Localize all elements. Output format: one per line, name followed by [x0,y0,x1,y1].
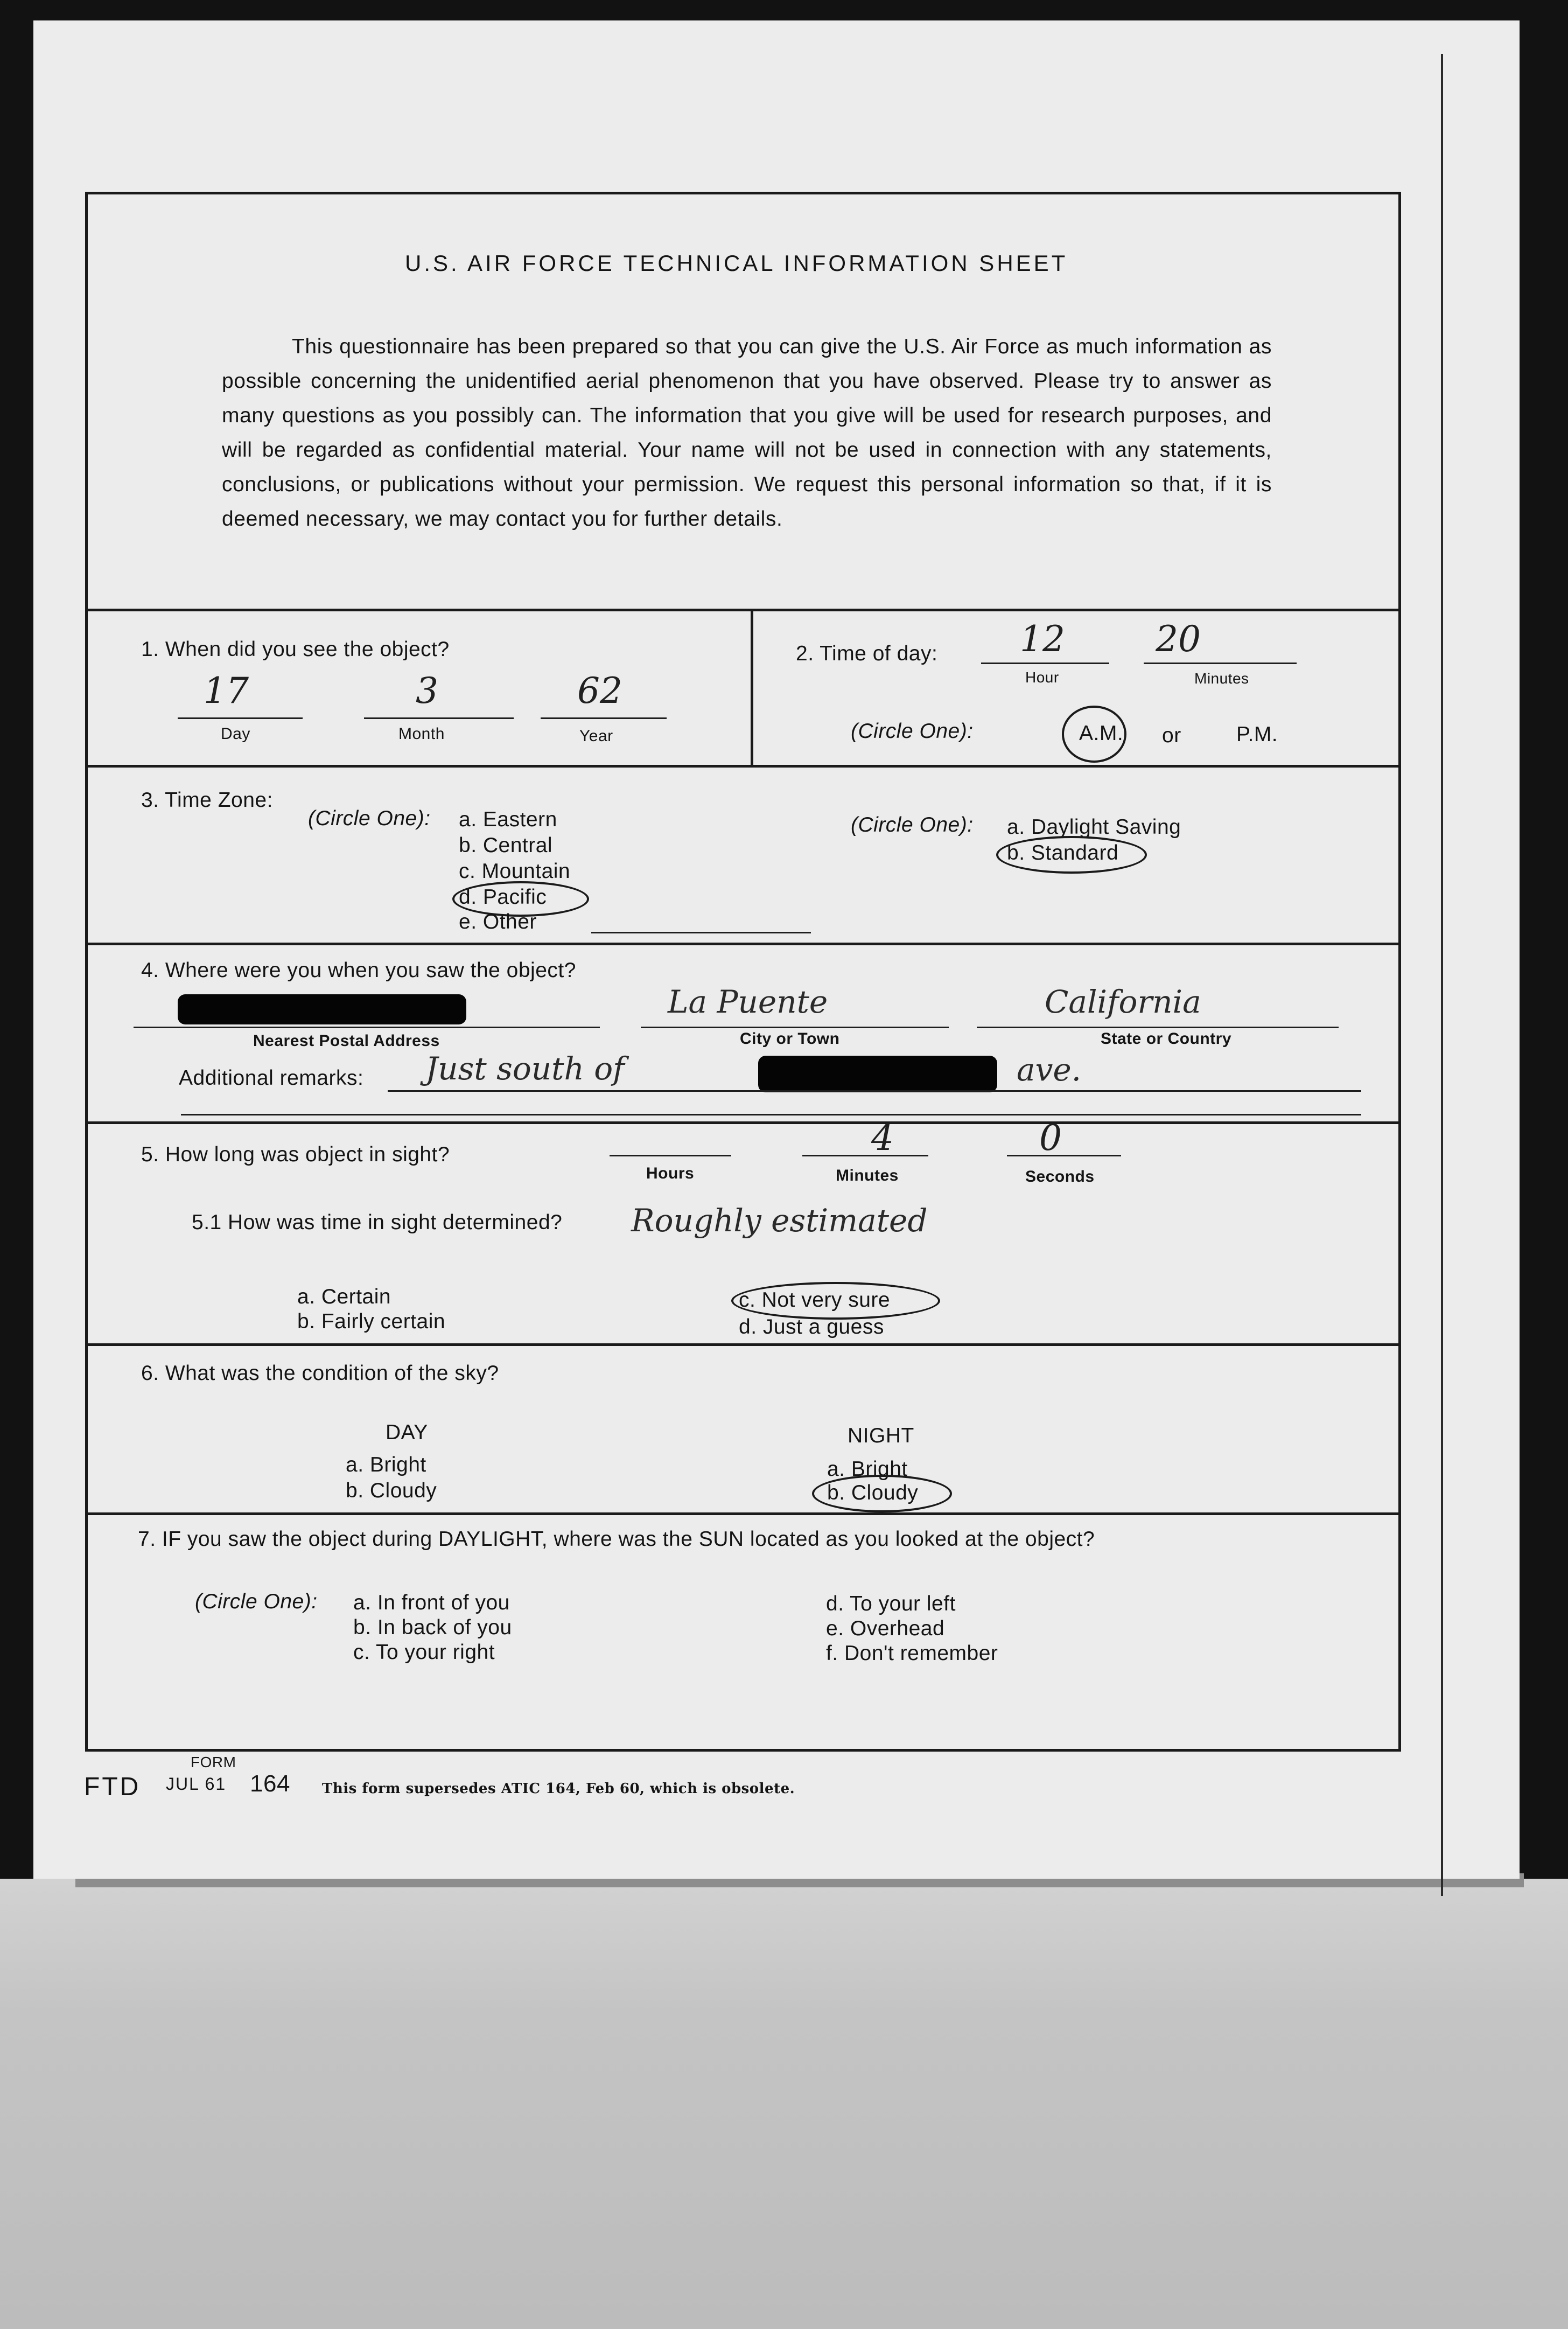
q3-other-line [591,932,811,933]
q5-hours-line [610,1155,731,1156]
q7-option-dont-remember[interactable]: f. Don't remember [826,1642,998,1665]
footer-supersedes: This form supersedes ATIC 164, Feb 60, which is obsolete. [322,1781,795,1797]
q3-circle-one: (Circle One): [308,807,431,830]
divider-4 [85,1121,1401,1124]
q2-minutes-line [1144,663,1297,664]
divider-q1-q2 [751,610,753,766]
q1-year-line [541,717,667,719]
q4-state-label: State or Country [1101,1030,1232,1048]
q2-or: or [1162,724,1181,747]
q4-remarks-line [388,1090,1361,1092]
q3-standard-circle [996,836,1147,874]
q3-circle-one-2: (Circle One): [851,813,974,836]
q1-year-value[interactable]: 62 [577,670,622,712]
q5-minutes-value[interactable]: 4 [871,1117,894,1159]
q5-option-certain[interactable]: a. Certain [297,1285,391,1308]
q51-question: 5.1 How was time in sight determined? [192,1211,563,1234]
q6-day-cloudy[interactable]: b. Cloudy [346,1479,437,1502]
q5-not-very-sure-circle [731,1282,940,1320]
q4-remarks-value[interactable]: Just south of [425,1050,625,1087]
redacted-street [758,1056,997,1092]
footer-ftd: FTD [84,1773,141,1801]
q4-question: 4. Where were you when you saw the object? [141,959,576,982]
q4-remarks-line-2 [181,1114,1361,1115]
q4-city-value[interactable]: La Puente [668,984,828,1020]
q6-day-heading: DAY [386,1421,428,1444]
q2-hour-label: Hour [1025,669,1059,686]
q2-hour-value[interactable]: 12 [1020,618,1065,660]
q7-option-in-back[interactable]: b. In back of you [353,1616,512,1639]
q7-circle-one: (Circle One): [195,1590,318,1613]
q3-daylight-saving[interactable]: a. Daylight Saving [1007,815,1181,839]
q51-answer[interactable]: Roughly estimated [631,1202,928,1239]
q2-pm-option[interactable]: P.M. [1236,723,1278,746]
q4-city-label: City or Town [740,1030,840,1048]
q7-option-left[interactable]: d. To your left [826,1592,956,1615]
q6-night-cloudy[interactable]: b. Cloudy [827,1481,919,1504]
footer-form-word: FORM [191,1754,236,1770]
q1-day-value[interactable]: 17 [204,670,249,712]
q3-standard[interactable]: b. Standard [1007,841,1119,864]
q1-day-line [178,717,303,719]
q3-question: 3. Time Zone: [141,789,273,812]
q4-state-line [977,1027,1339,1028]
q2-question: 2. Time of day: [796,642,938,665]
q2-am-circle [1062,706,1126,763]
divider-3 [85,943,1401,945]
form-title: U.S. AIR FORCE TECHNICAL INFORMATION SHEET [405,250,1068,276]
divider-2 [85,765,1401,768]
q6-question: 6. What was the condition of the sky? [141,1362,499,1385]
q2-circle-one: (Circle One): [851,720,974,743]
q3-zone-eastern[interactable]: a. Eastern [459,808,557,831]
q5-option-just-a-guess[interactable]: d. Just a guess [739,1315,884,1338]
q4-address-label: Nearest Postal Address [253,1032,440,1050]
q6-night-cloudy-circle [812,1475,952,1512]
q4-state-value[interactable]: California [1045,984,1201,1020]
q7-option-in-front[interactable]: a. In front of you [353,1591,510,1614]
q5-minutes-line [802,1155,928,1156]
q3-zone-mountain[interactable]: c. Mountain [459,860,571,883]
q3-zone-central[interactable]: b. Central [459,834,553,857]
redacted-address [178,994,466,1024]
q2-hour-line [981,663,1109,664]
q1-day-label: Day [221,725,250,743]
q1-month-label: Month [398,725,445,743]
q4-address-line [134,1027,600,1028]
q5-option-fairly-certain[interactable]: b. Fairly certain [297,1310,446,1333]
q5-seconds-line [1007,1155,1121,1156]
q6-night-bright[interactable]: a. Bright [827,1458,908,1481]
q4-remarks-value-2[interactable]: ave. [1017,1051,1082,1088]
intro-paragraph: This questionnaire has been prepared so that you can give the U.S. Air Force as much information as possible concerning the unidentified aerial phenomenon that you have observed. Please try to answer as many questions as you possibly can. The information that you give will be used for research purposes, and will be regarded as confidential material. Your name will not be used in connection with any statements, conclusions, or publications without your permission. We request this personal information so that, if it is deemed necessary, we may contact you for further details. [222,335,1272,531]
q5-hours-label: Hours [646,1164,695,1182]
q5-seconds-value[interactable]: 0 [1039,1117,1062,1159]
q4-remarks-label: Additional remarks: [179,1066,364,1090]
q5-question: 5. How long was object in sight? [141,1143,450,1166]
q3-zone-pacific[interactable]: d. Pacific [459,885,547,909]
divider-1 [85,609,1401,611]
table-surface [0,1879,1568,2329]
q1-question: 1. When did you see the object? [141,638,450,661]
q7-option-overhead[interactable]: e. Overhead [826,1617,945,1640]
q5-seconds-label: Seconds [1025,1168,1095,1186]
q4-city-line [641,1027,949,1028]
q6-day-bright[interactable]: a. Bright [346,1453,426,1476]
q2-minutes-label: Minutes [1194,670,1249,687]
q1-year-label: Year [579,727,613,745]
q1-month-value[interactable]: 3 [416,670,438,712]
footer-form-date: JUL 61 [166,1774,227,1794]
divider-5 [85,1343,1401,1346]
sheet-edge-line [1441,54,1443,1896]
q5-minutes-label: Minutes [836,1167,899,1184]
q7-question: 7. IF you saw the object during DAYLIGHT, where was the SUN located as you looked at the object? [138,1528,1095,1551]
q2-minutes-value[interactable]: 20 [1156,618,1201,660]
divider-6 [85,1512,1401,1515]
q7-option-right[interactable]: c. To your right [353,1641,495,1664]
q6-night-heading: NIGHT [848,1424,914,1447]
q5-option-not-very-sure[interactable]: c. Not very sure [739,1288,891,1312]
q3-zone-other[interactable]: e. Other [459,910,537,933]
footer-form-number: 164 [250,1770,290,1797]
q1-month-line [364,717,514,719]
q2-am-option[interactable]: A.M. [1079,722,1124,745]
